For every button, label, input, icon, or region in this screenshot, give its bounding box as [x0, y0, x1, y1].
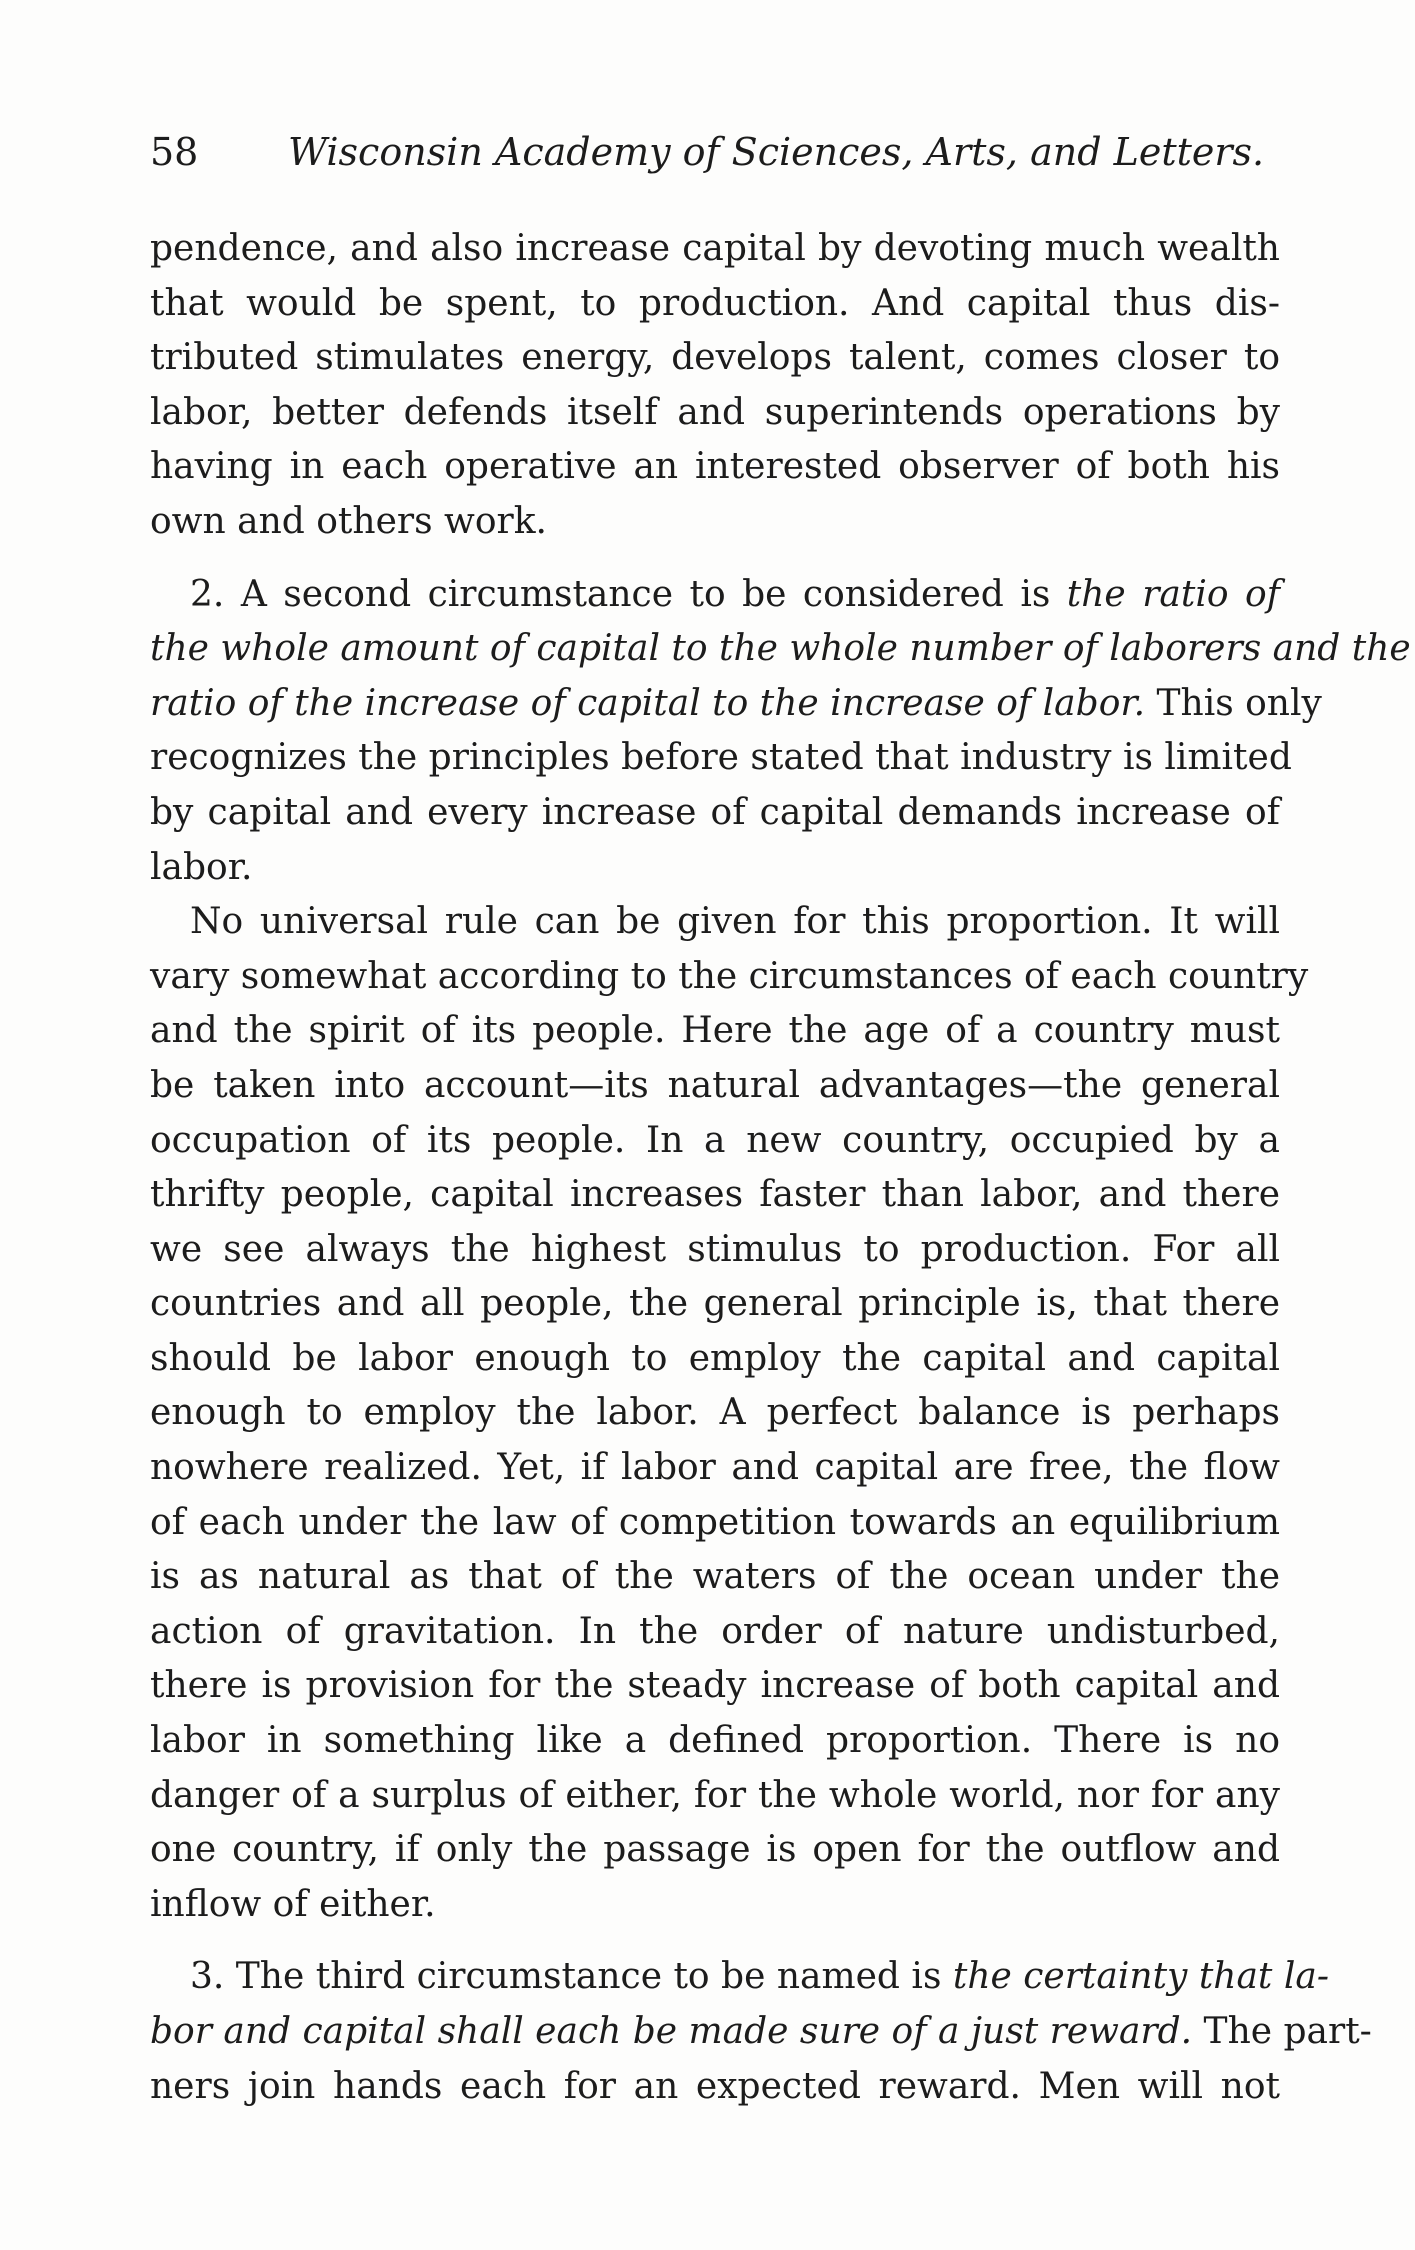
- text-line: labor in something like a defined proportion. There is no: [150, 1720, 1280, 1762]
- text-line: and the spirit of its people. Here the age of a country must: [150, 1010, 1280, 1052]
- body-text: [150, 222, 1411, 2114]
- text-line: we see always the highest stimulus to production. For all: [150, 1228, 1280, 1270]
- italic-phrase: bor and capital shall each be made sure of a just reward.: [150, 2011, 1193, 2052]
- page-number: 58: [150, 130, 199, 174]
- text-line: there is provision for the steady increase of both capital and: [150, 1665, 1280, 1707]
- italic-phrase: the ratio of: [1066, 573, 1281, 615]
- text-line: 3. The third circumstance to be named is the certainty that la-: [190, 1956, 1329, 1998]
- text-line: labor.: [150, 846, 253, 888]
- text-line: No universal rule can be given for this proportion. It will: [190, 901, 1280, 943]
- text-line: nowhere realized. Yet, if labor and capital are free, the flow: [150, 1447, 1280, 1489]
- text-line: labor, better defends itself and superintends operations by: [150, 391, 1280, 433]
- paragraph: [150, 895, 1309, 1932]
- italic-phrase: the certainty that la-: [952, 1956, 1329, 1998]
- text-line: should be labor enough to employ the capital and capital: [150, 1337, 1280, 1379]
- text-line: of each under the law of competition towards an equilibrium: [150, 1501, 1280, 1543]
- text-line: ratio of the increase of capital to the increase of labor. This only: [150, 682, 1322, 724]
- paragraph: [150, 1950, 1372, 2114]
- text-line: action of gravitation. In the order of nature undisturbed,: [150, 1610, 1280, 1652]
- text-line: bor and capital shall each be made sure of a just reward. The part-: [150, 2011, 1372, 2052]
- text-line: is as natural as that of the waters of the ocean under the: [150, 1556, 1280, 1598]
- text-line: danger of a surplus of either, for the whole world, nor for any: [150, 1774, 1280, 1816]
- italic-phrase: the whole amount of capital to the whole number of laborers and the: [150, 628, 1411, 670]
- text-line: inflow of either.: [150, 1883, 436, 1925]
- paragraph: [150, 568, 1411, 896]
- text-line: enough to employ the labor. A perfect balance is perhaps: [150, 1392, 1280, 1434]
- text-line: pendence, and also increase capital by devoting much wealth: [150, 228, 1280, 269]
- text-line: ners join hands each for an expected reward. Men will not: [150, 2065, 1280, 2107]
- text-line: be taken into account—its natural advantages—the general: [150, 1064, 1280, 1106]
- text-line: own and others work.: [150, 500, 547, 542]
- text-line: thrifty people, capital increases faster than labor, and there: [150, 1174, 1280, 1216]
- text-line: having in each operative an interested observer of both his: [150, 446, 1280, 488]
- running-title: Wisconsin Academy of Sciences, Arts, and Letters.: [288, 130, 1265, 174]
- text-line: [150, 622, 1411, 677]
- text-line: recognizes the principles before stated that industry is limited: [150, 737, 1292, 779]
- text-line: tributed stimulates energy, develops talent, comes closer to: [150, 337, 1280, 379]
- text-line: 2. A second circumstance to be considered is the ratio of: [190, 573, 1281, 615]
- running-head: [150, 122, 1280, 182]
- text-line: by capital and every increase of capital demands increase of: [150, 791, 1280, 833]
- text-line: vary somewhat according to the circumstances of each country: [150, 955, 1309, 997]
- paragraph: [150, 222, 1280, 550]
- text-line: occupation of its people. In a new country, occupied by a: [150, 1119, 1280, 1161]
- text-line: countries and all people, the general principle is, that there: [150, 1283, 1280, 1325]
- italic-phrase: ratio of the increase of capital to the increase of labor.: [150, 682, 1146, 724]
- text-line: that would be spent, to production. And capital thus dis-: [150, 282, 1280, 324]
- text-line: one country, if only the passage is open for the outflow and: [150, 1829, 1280, 1871]
